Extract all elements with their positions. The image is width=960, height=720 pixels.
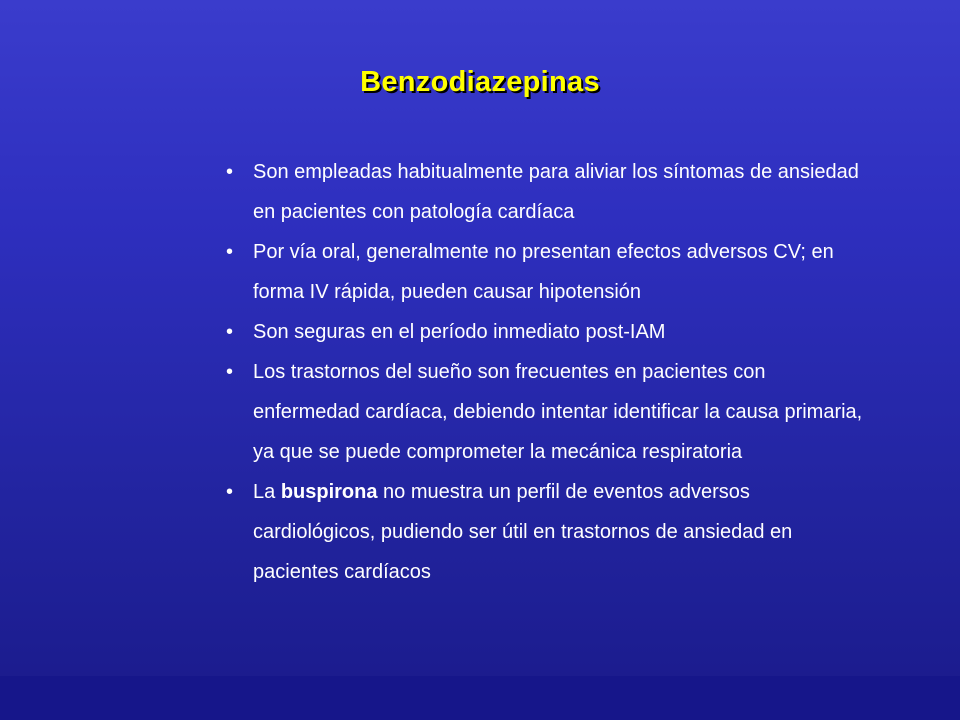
bullet-marker: • (226, 361, 234, 383)
bullet-marker: • (226, 161, 234, 183)
bullet-marker: • (226, 321, 234, 343)
bottom-band (0, 676, 960, 720)
bullet-text (253, 481, 792, 583)
bullet-text: Son seguras en el período inmediato post-IAM (253, 321, 666, 343)
bullet-text: Son empleadas habitualmente para aliviar los síntomas de ansiedad en pacientes con patología cardíaca (253, 161, 859, 223)
bullet-text: Los trastornos del sueño son frecuentes en pacientes con enfermedad cardíaca, debiendo intentar identificar la causa primaria, ya que se puede comprometer la mecánica respiratoria (253, 361, 863, 463)
bullet-item (222, 232, 872, 312)
bullet-item (222, 472, 872, 592)
bullet-item (222, 312, 872, 352)
bullet-marker: • (226, 481, 234, 503)
bullet-prefix: La (253, 481, 281, 503)
bold-term: buspirona (280, 481, 378, 503)
bullet-marker: • (226, 241, 234, 263)
slide-title: Benzodiazepinas (360, 66, 600, 98)
bullet-item (222, 352, 872, 472)
bullet-list (222, 152, 872, 592)
bullet-text: Por vía oral, generalmente no presentan efectos adversos CV; en forma IV rápida, pueden causar hipotensión (253, 241, 834, 303)
bullet-item (222, 152, 872, 232)
bullet-suffix: no muestra un perfil de eventos adversos cardiológicos, pudiendo ser útil en trastornos de ansiedad en pacientes cardíacos (253, 481, 793, 583)
